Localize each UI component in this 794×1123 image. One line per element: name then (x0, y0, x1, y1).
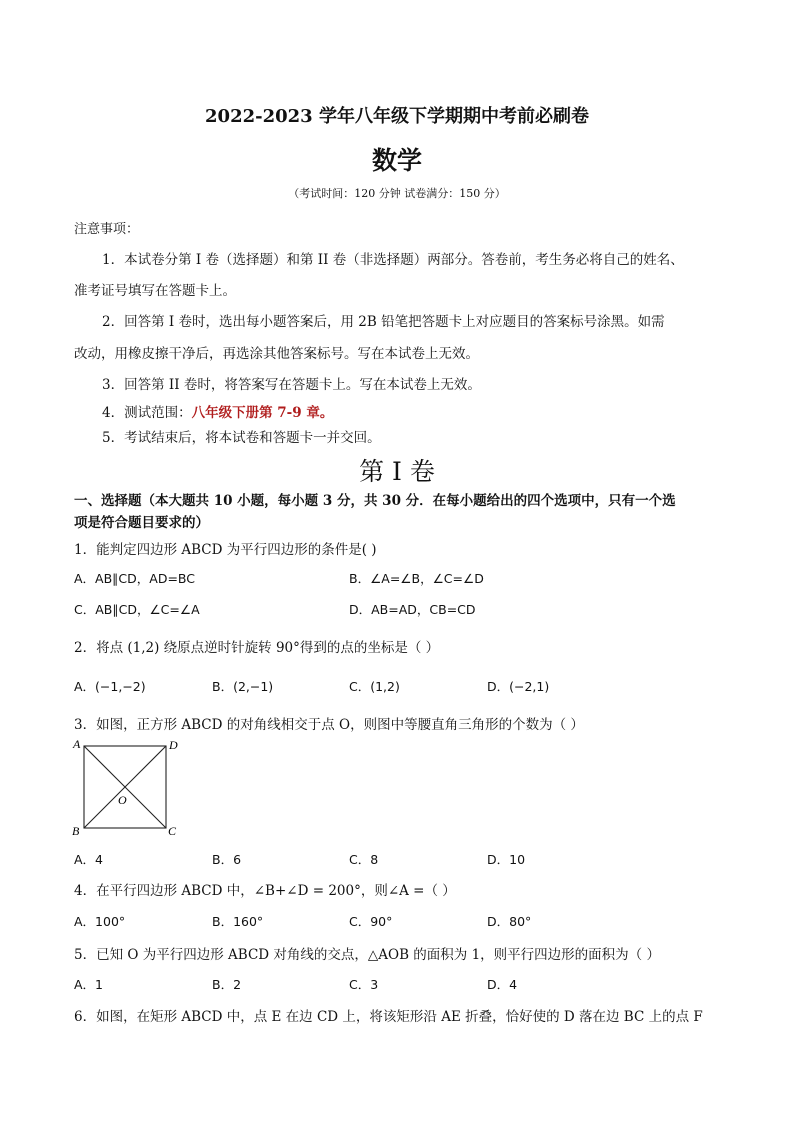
question-3-stem: 3．如图，正方形 ABCD 的对角线相交于点 O，则图中等腰直角三角形的个数为（ ） (74, 717, 584, 733)
section-heading-line-2: 项是符合题目要求的） (74, 515, 209, 531)
notice-item-1-line-1: 1．本试卷分第 I 卷（选择题）和第 II 卷（非选择题）两部分。答卷前，考生务必将自己的姓名、 (102, 252, 684, 268)
test-range: 八年级下册第 7-9 章。 (191, 405, 334, 421)
notice-item-5: 5．考试结束后，将本试卷和答题卡一并交回。 (102, 430, 381, 446)
question-5-option-b: B．2 (212, 977, 242, 992)
vertex-label-b: B (72, 824, 80, 838)
vertex-label-a: A (73, 737, 81, 751)
question-4-option-a: A．100° (74, 914, 126, 929)
question-1-option-c: C．AB∥CD，∠C=∠A (74, 602, 200, 617)
section-heading-line-1: 一、选择题（本大题共 10 小题，每小题 3 分，共 30 分．在每小题给出的四个选项中，只有一个选 (74, 493, 676, 509)
question-4-stem: 4．在平行四边形 ABCD 中，∠B+∠D = 200°，则∠A =（ ） (74, 883, 456, 899)
question-2-option-b: B．(2,−1) (212, 679, 274, 694)
exam-info: （考试时间：120 分钟 试卷满分：150 分） (288, 187, 506, 200)
question-2-option-c: C．(1,2) (349, 679, 400, 694)
notice-item-2-line-1: 2．回答第 I 卷时，选出每小题答案后，用 2B 铅笔把答题卡上对应题目的答案标号涂黑。如需 (102, 314, 665, 330)
question-4-option-b: B．160° (212, 914, 264, 929)
question-3-option-c: C．8 (349, 852, 379, 867)
volume-title: 第 I 卷 (359, 457, 435, 486)
notice-item-4-prefix: 4．测试范围： (102, 405, 192, 421)
question-3-option-b: B．6 (212, 852, 242, 867)
square-diagram (70, 736, 185, 841)
question-2-stem: 2．将点 (1,2) 绕原点逆时针旋转 90°得到的点的坐标是（ ） (74, 640, 440, 656)
notice-item-3: 3．回答第 II 卷时，将答案写在答题卡上。写在本试卷上无效。 (102, 377, 481, 393)
question-1-option-d: D．AB=AD，CB=CD (349, 602, 476, 617)
question-5-option-c: C．3 (349, 977, 379, 992)
question-3-option-d: D．10 (487, 852, 526, 867)
question-5-option-d: D．4 (487, 977, 518, 992)
question-3-option-a: A．4 (74, 852, 104, 867)
question-2-option-d: D．(−2,1) (487, 679, 550, 694)
vertex-label-c: C (168, 824, 177, 838)
question-4-option-c: C．90° (349, 914, 393, 929)
center-label-o: O (118, 793, 127, 807)
question-1-option-b: B．∠A=∠B，∠C=∠D (349, 571, 484, 586)
question-5-stem: 5．已知 O 为平行四边形 ABCD 对角线的交点，△AOB 的面积为 1，则平行四边形的面积为（ ） (74, 947, 660, 963)
question-2-option-a: A．(−1,−2) (74, 679, 146, 694)
question-1-option-a: A．AB∥CD，AD=BC (74, 571, 196, 586)
notice-item-2-line-2: 改动，用橡皮擦干净后，再选涂其他答案标号。写在本试卷上无效。 (74, 346, 479, 362)
question-4-option-d: D．80° (487, 914, 532, 929)
subject-title: 数学 (371, 146, 422, 175)
question-5-option-a: A．1 (74, 977, 104, 992)
vertex-label-d: D (169, 738, 178, 752)
exam-title: 2022-2023 学年八年级下学期期中考前必刷卷 (205, 106, 589, 127)
question-1-stem: 1．能判定四边形 ABCD 为平行四边形的条件是( ) (74, 542, 377, 558)
question-6-stem: 6．如图，在矩形 ABCD 中，点 E 在边 CD 上，将该矩形沿 AE 折叠，恰好使的 D 落在边 BC 上的点 F (74, 1009, 703, 1025)
notice-heading: 注意事项： (74, 222, 140, 237)
notice-item-1-line-2: 准考证号填写在答题卡上。 (74, 283, 236, 299)
notice-item-4 (102, 401, 333, 421)
